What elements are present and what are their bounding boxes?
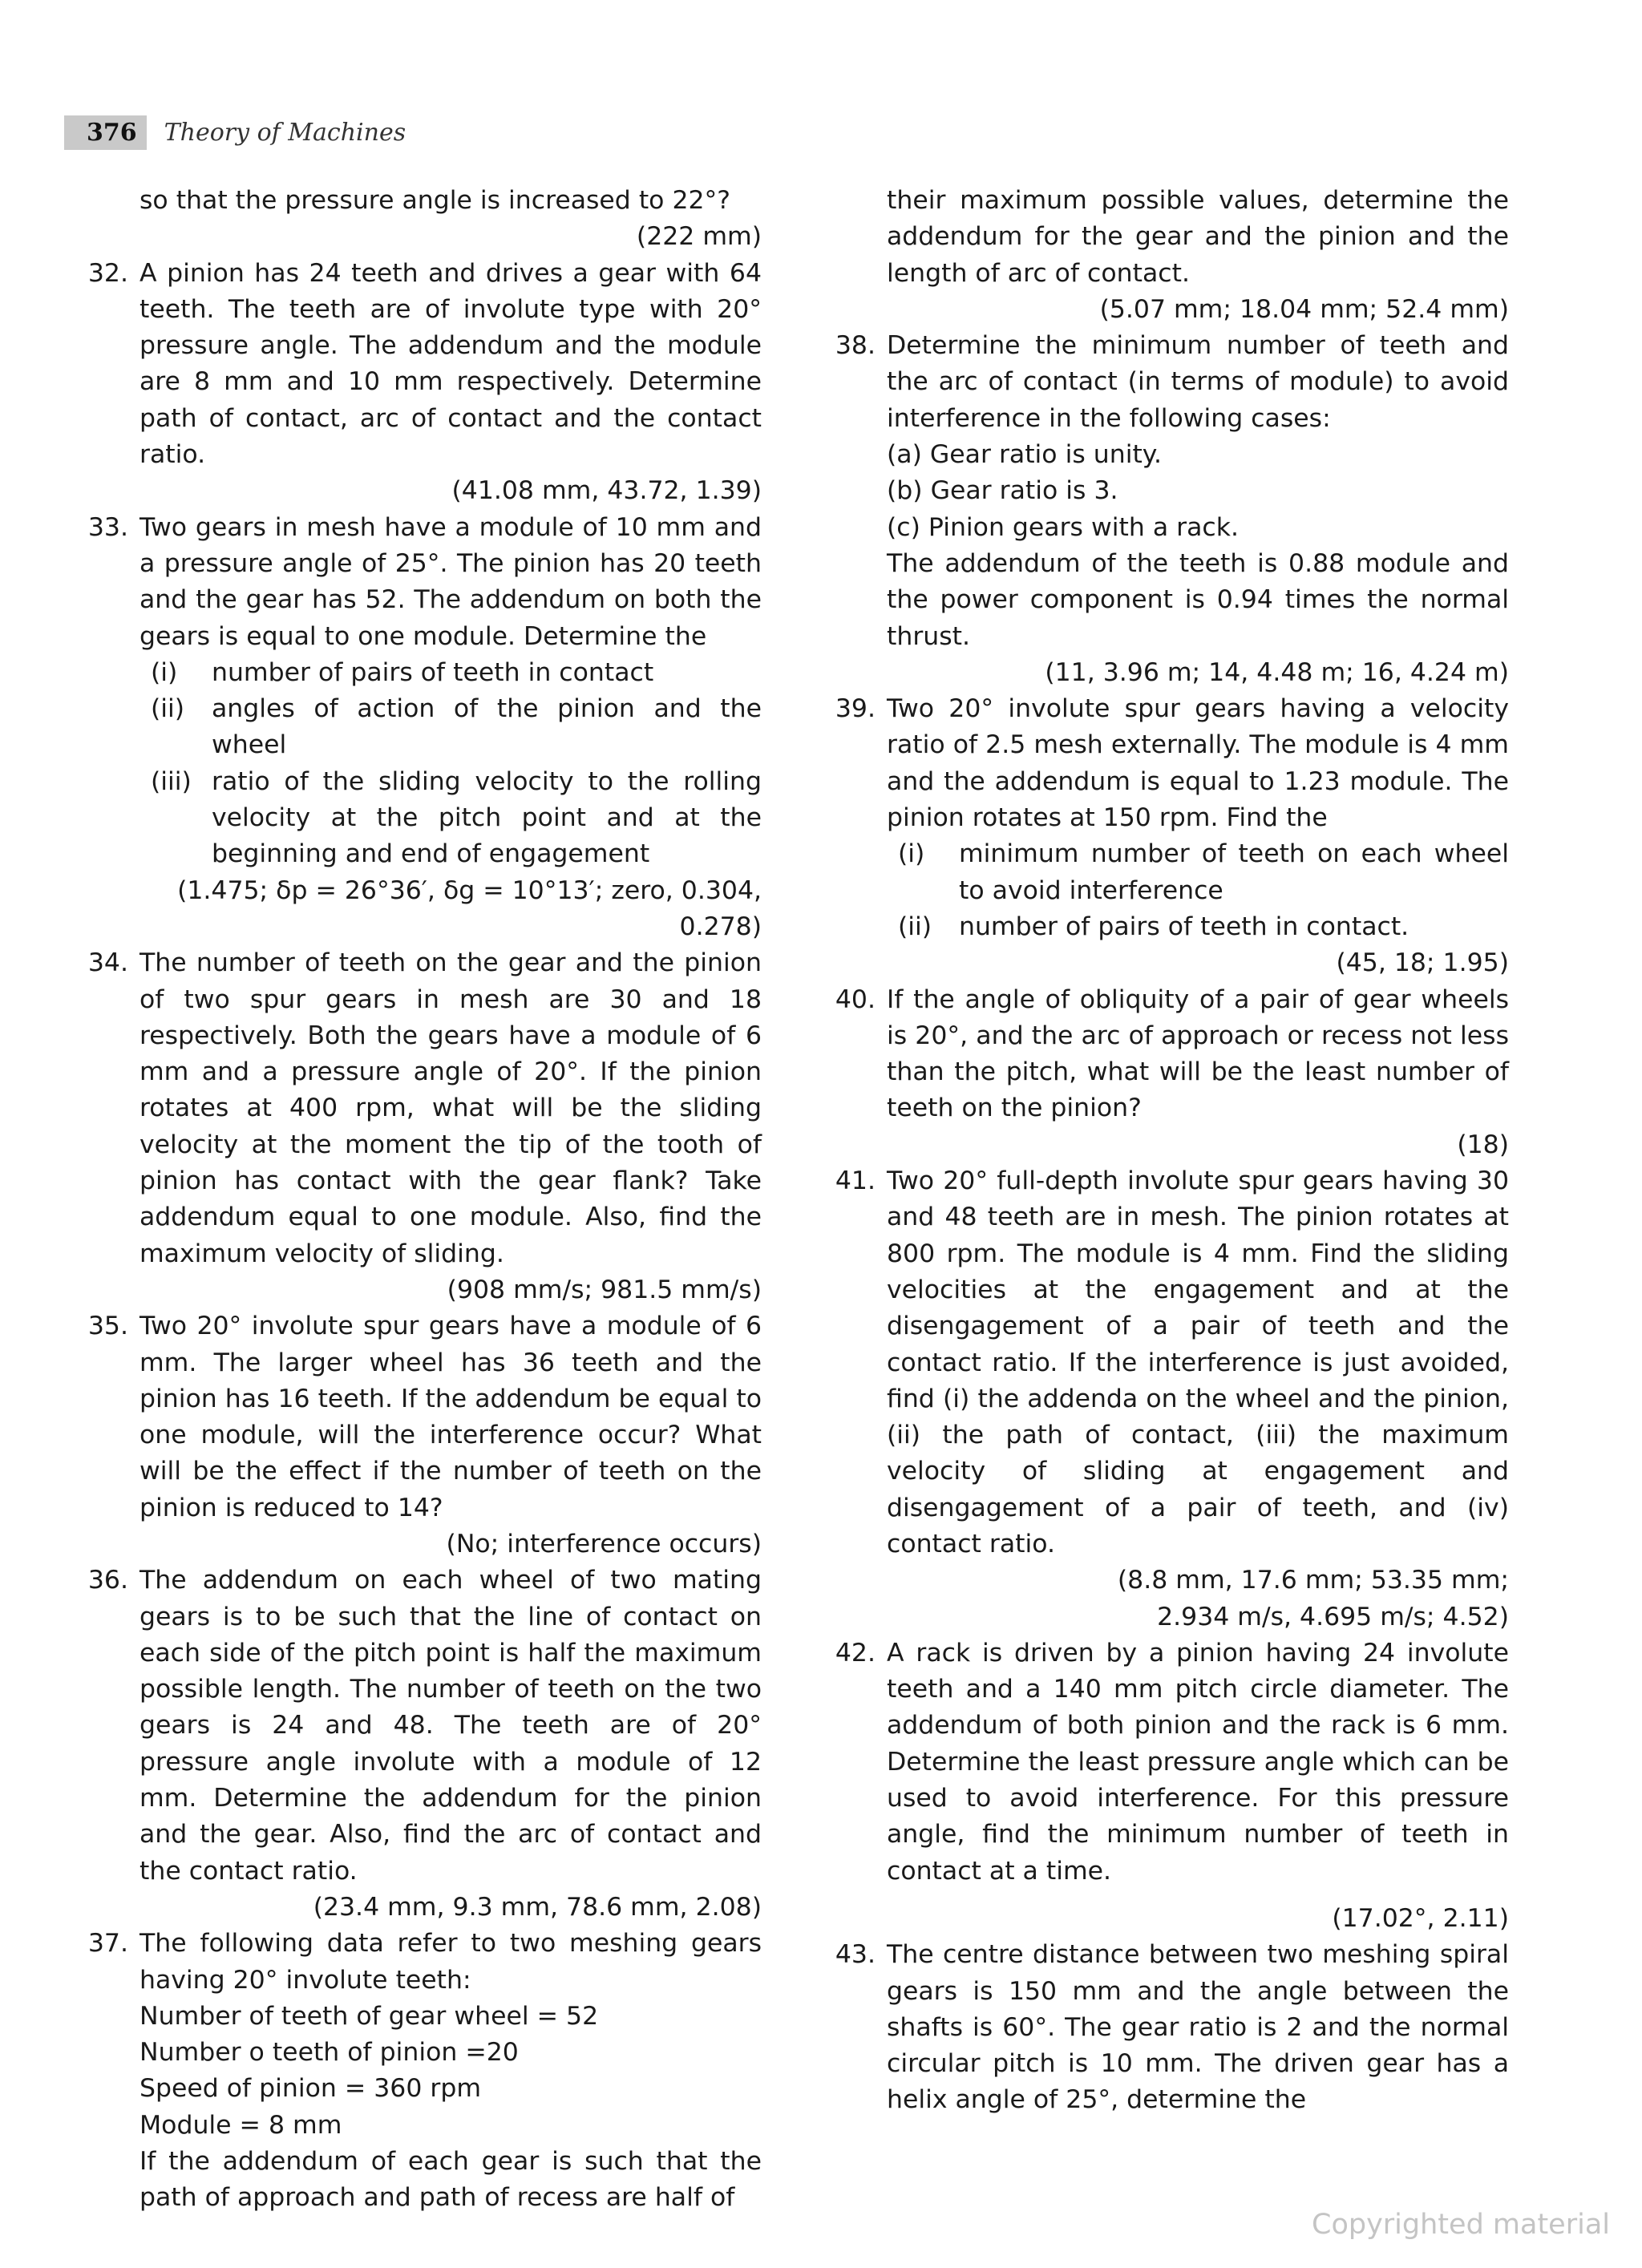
problem-text: Two 20° involute spur gears have a module of 6 mm. The larger wheel has 36 teeth and the pinion has 16 teeth. If the addendum be equal to one module, will the interference occur? What will be the effect if the number of teeth on the pinion is reduced to 14? bbox=[140, 1312, 762, 1522]
data-line: Speed of pinion = 360 rpm bbox=[140, 2074, 482, 2104]
data-line: Number o teeth of pinion =20 bbox=[140, 2038, 519, 2068]
problem-43 bbox=[835, 1937, 1509, 2118]
problem-38 bbox=[835, 328, 1509, 691]
sub-item-text: number of pairs of teeth in contact. bbox=[959, 912, 1409, 941]
problem-number: 37. bbox=[87, 1929, 128, 1959]
problem-34 bbox=[87, 945, 762, 1308]
problem-number: 32. bbox=[87, 258, 128, 288]
answer: (5.07 mm; 18.04 mm; 52.4 mm) bbox=[1099, 294, 1509, 324]
problem-text: The number of teeth on the gear and the pinion of two spur gears in mesh are 30 and 18 respectively. Both the gears have a module of 6 mm and a pressure angle of 20°. If the pinion rotates at 400 rpm, what will be the sliding velocity at the moment the tip of the tooth of pinion has contact with the gear flank? Take addendum equal to one module. Also, find the maximum velocity of sliding. bbox=[140, 948, 762, 1268]
problem-number: 43. bbox=[835, 1940, 876, 1970]
spacer bbox=[887, 1890, 1509, 1901]
problem-number: 41. bbox=[835, 1166, 876, 1196]
answer: (8.8 mm, 17.6 mm; 53.35 mm; bbox=[1117, 1566, 1509, 1595]
problem-text-tail: If the addendum of each gear is such that the path of approach and path of recess are half of bbox=[140, 2147, 762, 2213]
answer: (908 mm/s; 981.5 mm/s) bbox=[447, 1275, 762, 1304]
answer: (41.08 mm, 43.72, 1.39) bbox=[451, 476, 762, 506]
problem-number: 34. bbox=[87, 948, 128, 978]
sub-item bbox=[887, 836, 1509, 909]
problem-39 bbox=[835, 691, 1509, 981]
sub-item bbox=[140, 764, 762, 873]
problem-text: Determine the minimum number of teeth and the arc of contact (in terms of module) to avoid interference in the following cases: bbox=[887, 331, 1509, 433]
sub-item-label: (ii) bbox=[151, 694, 185, 724]
problem-41 bbox=[835, 1163, 1509, 1635]
problem-text-tail: The addendum of the teeth is 0.88 module and the power component is 0.94 times the normal thrust. bbox=[887, 548, 1509, 651]
case-line: (b) Gear ratio is 3. bbox=[887, 476, 1118, 506]
sub-item-label: (i) bbox=[898, 839, 925, 869]
problem-text: The following data refer to two meshing gears having 20° involute teeth: bbox=[140, 1929, 762, 1995]
sub-item bbox=[140, 655, 762, 691]
problem-35 bbox=[87, 1308, 762, 1563]
problem-text: A pinion has 24 teeth and drives a gear with 64 teeth. The teeth are of involute type with 20° pressure angle. The addendum and the module are 8 mm and 10 mm respectively. Determine path of contact, arc of contact and the contact ratio. bbox=[140, 258, 762, 470]
sub-item-text: ratio of the sliding velocity to the rolling velocity at the pitch point and at the beginning and end of engagement bbox=[212, 766, 762, 869]
problem-number: 42. bbox=[835, 1638, 876, 1668]
sub-item-text: number of pairs of teeth in contact bbox=[212, 657, 654, 687]
answer: (No; interference occurs) bbox=[446, 1529, 762, 1558]
answer: (23.4 mm, 9.3 mm, 78.6 mm, 2.08) bbox=[313, 1892, 762, 1922]
problem-number: 39. bbox=[835, 694, 876, 724]
watermark: Copyrighted material bbox=[1312, 2209, 1610, 2241]
data-line: Module = 8 mm bbox=[140, 2110, 342, 2140]
sub-item-text: minimum number of teeth on each wheel to avoid interference bbox=[959, 839, 1509, 905]
problem-36 bbox=[87, 1563, 762, 1926]
problem-text: The centre distance between two meshing spiral gears is 150 mm and the angle between the shafts is 60°. The gear ratio is 2 and the normal circular pitch is 10 mm. The driven gear has a helix angle of 25°, determine the bbox=[887, 1940, 1509, 2115]
problem-32 bbox=[87, 256, 762, 510]
problem-text: A rack is driven by a pinion having 24 involute teeth and a 140 mm pitch circle diameter. The addendum of both pinion and the rack is 6 mm. Determine the least pressure angle which can be used to avoid interference. For this pressure angle, find the minimum number of teeth in contact at a time. bbox=[887, 1638, 1509, 1886]
answer: (222 mm) bbox=[636, 222, 762, 252]
case-line: (a) Gear ratio is unity. bbox=[887, 440, 1162, 470]
problem-text: If the angle of obliquity of a pair of gear wheels is 20°, and the arc of approach or recess not less than the pitch, what will be the least number of teeth on the pinion? bbox=[887, 984, 1509, 1123]
problem-text: Two 20° full-depth involute spur gears having 30 and 48 teeth are in mesh. The pinion rotates at 800 rpm. The module is 4 mm. Find the sliding velocities at the engagement and at the disengagement of a pair of teeth and the contact ratio. If the interference is just avoided, find (i) the addenda on the wheel and the pinion, (ii) the path of contact, (iii) the maximum velocity of sliding at engagement and disengagement of a pair of teeth, and (iv) contact ratio. bbox=[887, 1166, 1509, 1558]
right-column bbox=[835, 183, 1509, 2119]
answer: (17.02°, 2.11) bbox=[1332, 1903, 1509, 1933]
book-title: Theory of Machines bbox=[164, 118, 406, 147]
problem-number: 36. bbox=[87, 1566, 128, 1595]
continued-text: their maximum possible values, determine the addendum for the gear and the pinion and the length of arc of contact. bbox=[887, 186, 1509, 288]
answer: (45, 18; 1.95) bbox=[1336, 948, 1509, 978]
page-number: 376 bbox=[64, 115, 147, 150]
problem-number: 33. bbox=[87, 512, 128, 542]
left-column bbox=[87, 183, 762, 2217]
sub-item bbox=[140, 691, 762, 764]
problem-text: Two gears in mesh have a module of 10 mm and a pressure angle of 25°. The pinion has 20 teeth and the gear has 52. The addendum on both the gears is equal to one module. Determine the bbox=[140, 512, 762, 651]
case-line: (c) Pinion gears with a rack. bbox=[887, 512, 1239, 542]
sub-item-label: (i) bbox=[151, 657, 178, 687]
problem-number: 35. bbox=[87, 1312, 128, 1341]
problem-number: 38. bbox=[835, 331, 876, 361]
data-line: Number of teeth of gear wheel = 52 bbox=[140, 2001, 599, 2031]
problem-number: 40. bbox=[835, 984, 876, 1014]
answer: (1.475; δp = 26°36′, δg = 10°13′; zero, 0.304, 0.278) bbox=[177, 875, 762, 941]
sub-item-text: angles of action of the pinion and the wheel bbox=[212, 694, 762, 760]
answer: (18) bbox=[1457, 1130, 1509, 1159]
problem-42 bbox=[835, 1635, 1509, 1937]
problem-text: The addendum on each wheel of two mating gears is to be such that the line of contact on each side of the pitch point is half the maximum possible length. The number of teeth on the two gears is 24 and 48. The teeth are of 20° pressure angle involute with a module of 12 mm. Determine the addendum for the pinion and the gear. Also, find the arc of contact and the contact ratio. bbox=[140, 1566, 762, 1886]
answer: 2.934 m/s, 4.695 m/s; 4.52) bbox=[1157, 1602, 1509, 1631]
continued-text: so that the pressure angle is increased to 22°? bbox=[140, 186, 731, 215]
problem-text: Two 20° involute spur gears having a velocity ratio of 2.5 mesh externally. The module is 4 mm and the addendum is equal to 1.23 module. The pinion rotates at 150 rpm. Find the bbox=[887, 694, 1509, 833]
problem-33 bbox=[87, 510, 762, 946]
sub-item-label: (iii) bbox=[151, 766, 192, 796]
problem-37 bbox=[87, 1926, 762, 2216]
problem-40 bbox=[835, 982, 1509, 1163]
sub-item bbox=[887, 909, 1509, 945]
answer: (11, 3.96 m; 14, 4.48 m; 16, 4.24 m) bbox=[1045, 657, 1509, 687]
page-header bbox=[64, 114, 406, 151]
sub-item-label: (ii) bbox=[898, 912, 932, 941]
